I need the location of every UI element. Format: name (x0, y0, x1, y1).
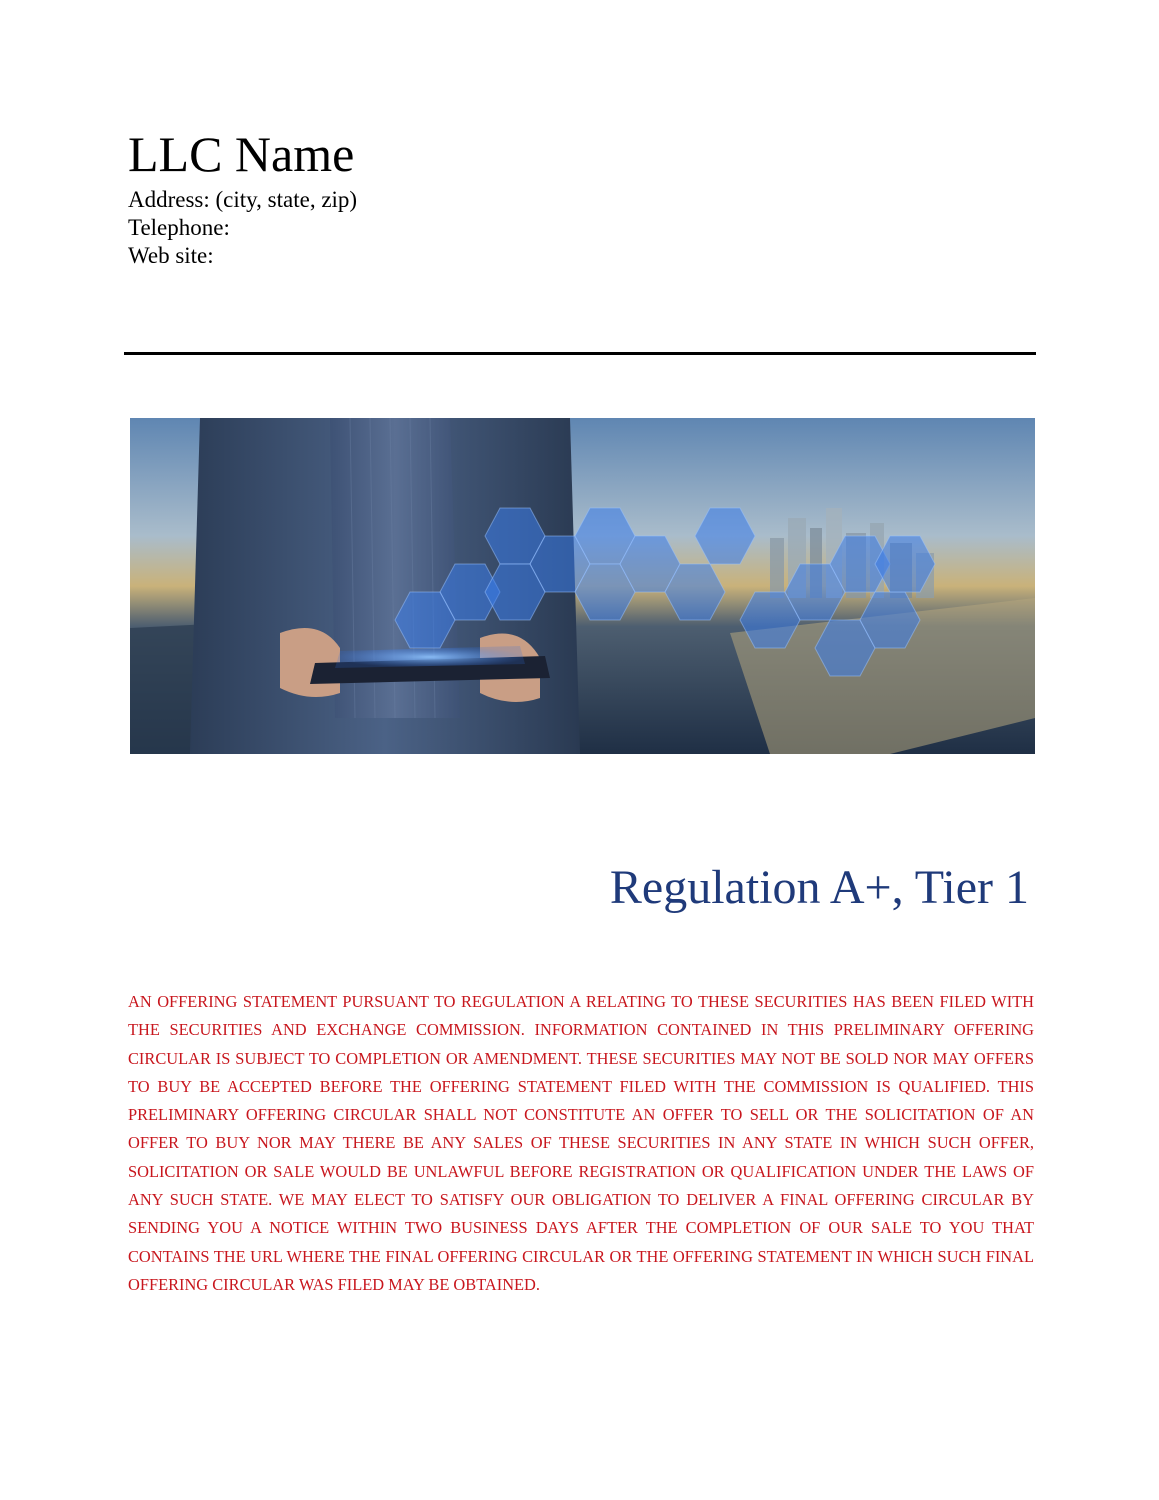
banner-image (130, 418, 1035, 754)
website-line: Web site: (128, 243, 214, 268)
company-name: LLC Name (128, 126, 355, 182)
business-tablet-hexagon-image (130, 418, 1035, 754)
horizontal-rule (124, 352, 1036, 355)
contact-block (128, 186, 357, 270)
telephone-line: Telephone: (128, 215, 230, 240)
offering-title: Regulation A+, Tier 1 (609, 861, 1029, 914)
address-line: Address: (city, state, zip) (128, 187, 358, 212)
offering-disclaimer: AN OFFERING STATEMENT PURSUANT TO REGULATION A RELATING TO THESE SECURITIES HAS BEEN FILED WITH THE SECURITIES AND EXCHANGE COMMISSION. INFORMATION CONTAINED IN THIS PRELIMINARY OFFERING CIRCULAR IS SUBJECT TO COMPLETION OR AMENDMENT. THESE SECURITIES MAY NOT BE SOLD NOR MAY OFFERS TO BUY BE ACCEPTED BEFORE THE OFFERING STATEMENT FILED WITH THE COMMISSION IS QUALIFIED. THIS PRELIMINARY OFFERING CIRCULAR SHALL NOT CONSTITUTE AN OFFER TO SELL OR THE SOLICITATION OF AN OFFER TO BUY NOR MAY THERE BE ANY SALES OF THESE SECURITIES IN ANY STATE IN WHICH SUCH OFFER, SOLICITATION OR SALE WOULD BE UNLAWFUL BEFORE REGISTRATION OR QUALIFICATION UNDER THE LAWS OF ANY SUCH STATE. WE MAY ELECT TO SATISFY OUR OBLIGATION TO DELIVER A FINAL OFFERING CIRCULAR BY SENDING YOU A NOTICE WITHIN TWO BUSINESS DAYS AFTER THE COMPLETION OF OUR SALE TO YOU THAT CONTAINS THE URL WHERE THE FINAL OFFERING CIRCULAR OR THE OFFERING STATEMENT IN WHICH SUCH FINAL OFFERING CIRCULAR WAS FILED MAY BE OBTAINED. (128, 992, 1034, 1294)
